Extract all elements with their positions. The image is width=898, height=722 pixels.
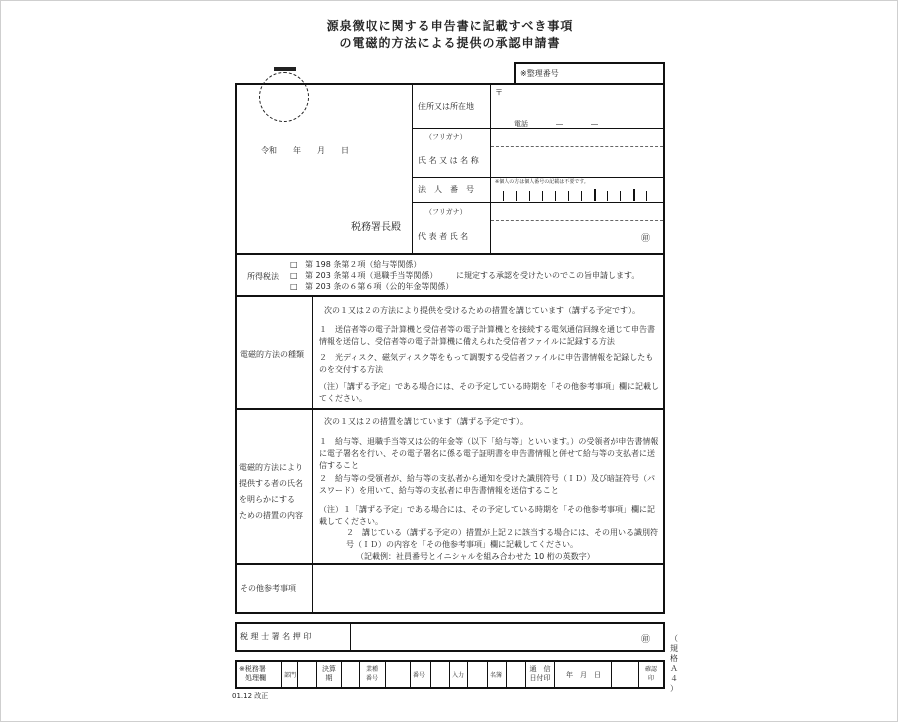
section1-label: 電磁的方法の種類 [240,350,304,359]
gyoshu-label: 業種 番号 [365,666,378,682]
section2-item1: １ 給与等、退職手当等又は公的年金等（以下「給与等」といいます。）の受領者が申告書情報に電子署名を行い、その電子署名に係る電子証明書を申告書情報と併せて給与等の支払者に送信すること [319,437,659,470]
seiri-number-label: ※整理番号 [520,69,559,78]
section2-label [239,460,311,524]
income-tax-item-203-4: 第 203 条第４項（退職手当等関係） [305,271,438,280]
section-line-1 [235,295,665,297]
kakunin-label: 確認 印 [644,666,657,682]
nyuryoku-label: 入力 [452,672,465,679]
rep-seal-icon: ㊞ [641,234,651,244]
income-tax-item-203-6: 第 203 条の６第６項（公的年金等関係） [305,282,454,291]
section1-item2: ２ 光ディスク、磁気ディスク等をもって調製する受信者ファイルに申告書情報を記録したものを交付する方法 [319,353,654,374]
section3-label: その他参考事項 [240,584,296,593]
section2-label-line3: を明らかにする [239,495,295,504]
phone-label: 電話 ― ― [514,120,598,128]
name-label: 氏 名 又 は 名 称 [418,156,479,165]
section2-intro: 次の１又は２の措置を講じています（講ずる予定です）。 [324,417,528,426]
receipt-stamp-circle [259,72,309,122]
other-notes-field[interactable] [314,565,663,612]
date-stamp-label: 年 月 日 [566,671,601,679]
checkbox-203-6[interactable]: □ [290,282,298,291]
revision-label: 01.12 改正 [232,692,269,700]
corp-number-label: 法 人 番 号 [418,185,474,194]
address-label: 住所又は所在地 [418,102,474,111]
checkbox-203-4[interactable]: □ [290,271,298,280]
corp-number-note: ※個人の方は個人番号の記載は不要です。 [495,179,589,185]
bango-label: 番号 [413,672,426,679]
tax-accountant-divider [350,623,351,651]
section2-label-line4: ための措置の内容 [239,511,303,520]
section2-label-line1: 電磁的方法により [239,463,303,472]
divider-vertical-2 [490,84,491,253]
tax-accountant-label: 税 理 士 署 名 押 印 [240,632,312,641]
office-label: ※税務署 処理欄 [239,665,266,682]
stamp-mark [274,67,296,71]
tsushin-label: 通 信 日付印 [529,665,551,682]
date-label: 令和 年 月 日 [261,146,349,155]
section-line-header [235,253,665,255]
meibo-label: 名簿 [490,672,503,679]
rep-name-label: 代 表 者 氏 名 [418,232,469,241]
income-tax-label: 所得税法 [247,272,279,281]
postal-mark: 〒 [495,88,503,97]
section2-item2: ２ 給与等の受領者が、給与等の支払者から通知を受けた識別符号（ＩＤ）及び暗証符号（パスワード）を用いて、給与等の支払者に申告書情報を送信すること [319,474,655,495]
section1-item1: １ 送信者等の電子計算機と受信者等の電子計算機とを接続する電気通信回線を通じて申告書情報を送信し、受信者等の電子計算機に備えられた受信者ファイルに記録する方法 [319,325,655,346]
furigana-label-2: （フリガナ） [425,208,467,216]
divider-vertical-1 [412,84,413,253]
section1-intro: 次の１又は２の方法により提供を受けるための措置を講じています（講ずる予定です）。 [324,306,640,315]
section2-note3: （記載例：社員番号とイニシャルを組み合わせた 10 桁の英数字） [356,552,595,561]
side-note: （ 規 格 Ａ ４ ） [670,634,678,693]
income-tax-tail: に規定する承認を受けたいのでこの旨申請します。 [456,271,640,280]
form-title-line1: 源泉徴収に関する申告書に記載すべき事項 [326,19,574,33]
corp-number-field[interactable] [491,178,664,202]
section-line-2 [235,408,665,410]
tax-accountant-seal-icon: ㊞ [641,635,651,645]
tax-office-label: 税務署長殿 [351,222,401,233]
section2-note2: ２ 講じている（講ずる予定の）措置が上記２に該当する場合には、その用いる識別符号（ＩＤ）の内容を「その他参考事項」欄に記載してください。 [346,528,658,549]
section1-note: （注）「講ずる予定」である場合には、その予定している時期を「その他参考事項」欄に記載してください。 [319,382,659,403]
checkbox-198[interactable]: □ [290,260,298,269]
form-title-line2: の電磁的方法による提供の承認申請書 [339,36,561,50]
section2-label-line2: 提供する者の氏名 [239,479,303,488]
bumon-label: 部門 [284,672,297,679]
furigana-dash-1 [491,146,663,147]
row-line-3 [412,202,664,203]
kessan-label: 決算 期 [322,665,336,682]
furigana-label-1: （フリガナ） [425,133,467,141]
furigana-dash-2 [491,220,663,221]
section2-note1: （注）１「講ずる予定」である場合には、その予定している時期を「その他参考事項」欄に記載してください。 [319,505,655,526]
row-line-1 [412,128,664,129]
income-tax-item-198: 第 198 条第２項（給与等関係） [305,260,422,269]
